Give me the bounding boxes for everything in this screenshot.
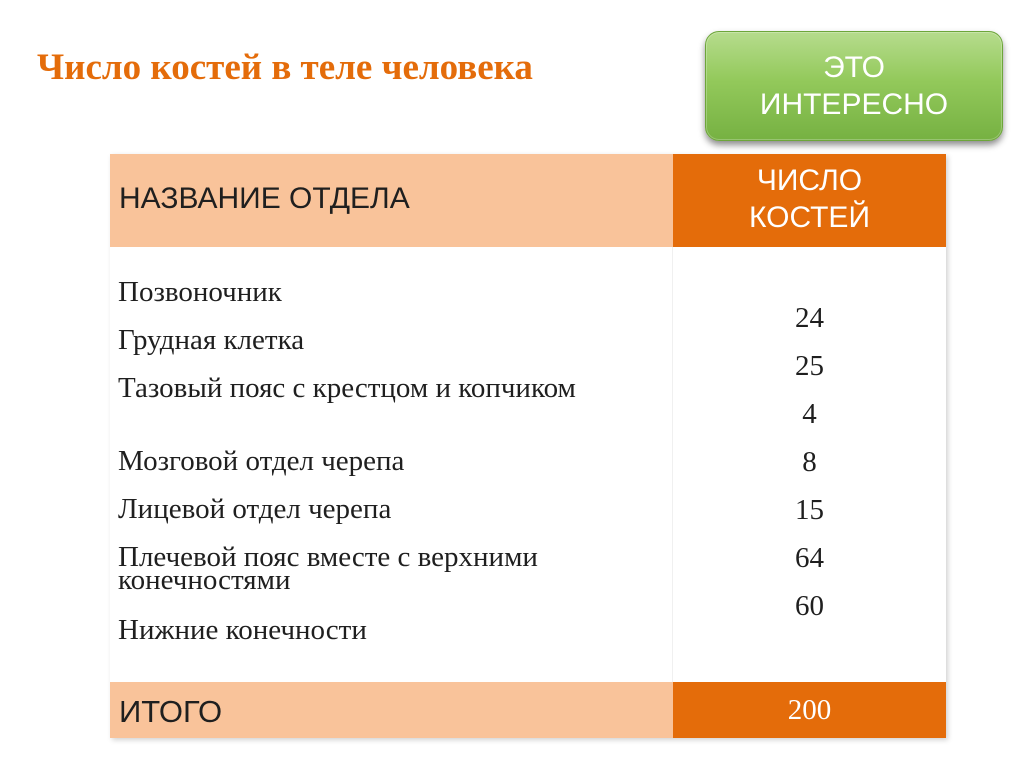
- list-item: Позвоночник: [118, 276, 282, 308]
- total-label: ИТОГО: [119, 694, 223, 729]
- footer-total-cell: [673, 682, 946, 738]
- list-item: Нижние конечности: [118, 614, 367, 646]
- table-body-row: [110, 247, 946, 682]
- list-item: Плечевой пояс вместе с верхними конечностями: [118, 541, 538, 596]
- interesting-button[interactable]: [705, 31, 1003, 141]
- count-value: 15: [795, 494, 824, 526]
- header-section-cell: [110, 154, 673, 247]
- parts-cell: [110, 247, 673, 682]
- list-item: Лицевой отдел черепа: [118, 493, 392, 525]
- count-value: 64: [795, 542, 824, 574]
- header-count-cell: [673, 154, 946, 247]
- header-count-label-line-2: КОСТЕЙ: [748, 201, 871, 234]
- badge-line-1: ЭТО: [823, 51, 885, 84]
- badge-line-2: ИНТЕРЕСНО: [759, 88, 949, 121]
- bones-table: [110, 154, 946, 738]
- count-value: 4: [802, 398, 817, 430]
- header-count-label: [673, 162, 946, 236]
- count-value: 25: [795, 350, 824, 382]
- slide-title: Число костей в теле человека: [37, 47, 533, 88]
- list-item: Грудная клетка: [118, 324, 305, 356]
- table-header-row: [110, 154, 946, 247]
- footer-label-cell: [110, 682, 673, 738]
- count-value: 24: [795, 302, 824, 334]
- table-footer-row: [110, 682, 946, 738]
- count-value: 8: [802, 446, 817, 478]
- list-item: Тазовый пояс с крестцом и копчиком: [118, 372, 576, 404]
- header-section-label: НАЗВАНИЕ ОТДЕЛА: [119, 182, 410, 215]
- total-value: 200: [787, 694, 832, 726]
- count-value: 60: [795, 590, 824, 622]
- counts-cell: [673, 247, 946, 682]
- list-item: Мозговой отдел черепа: [118, 445, 405, 477]
- header-count-label-line-1: ЧИСЛО: [756, 164, 863, 197]
